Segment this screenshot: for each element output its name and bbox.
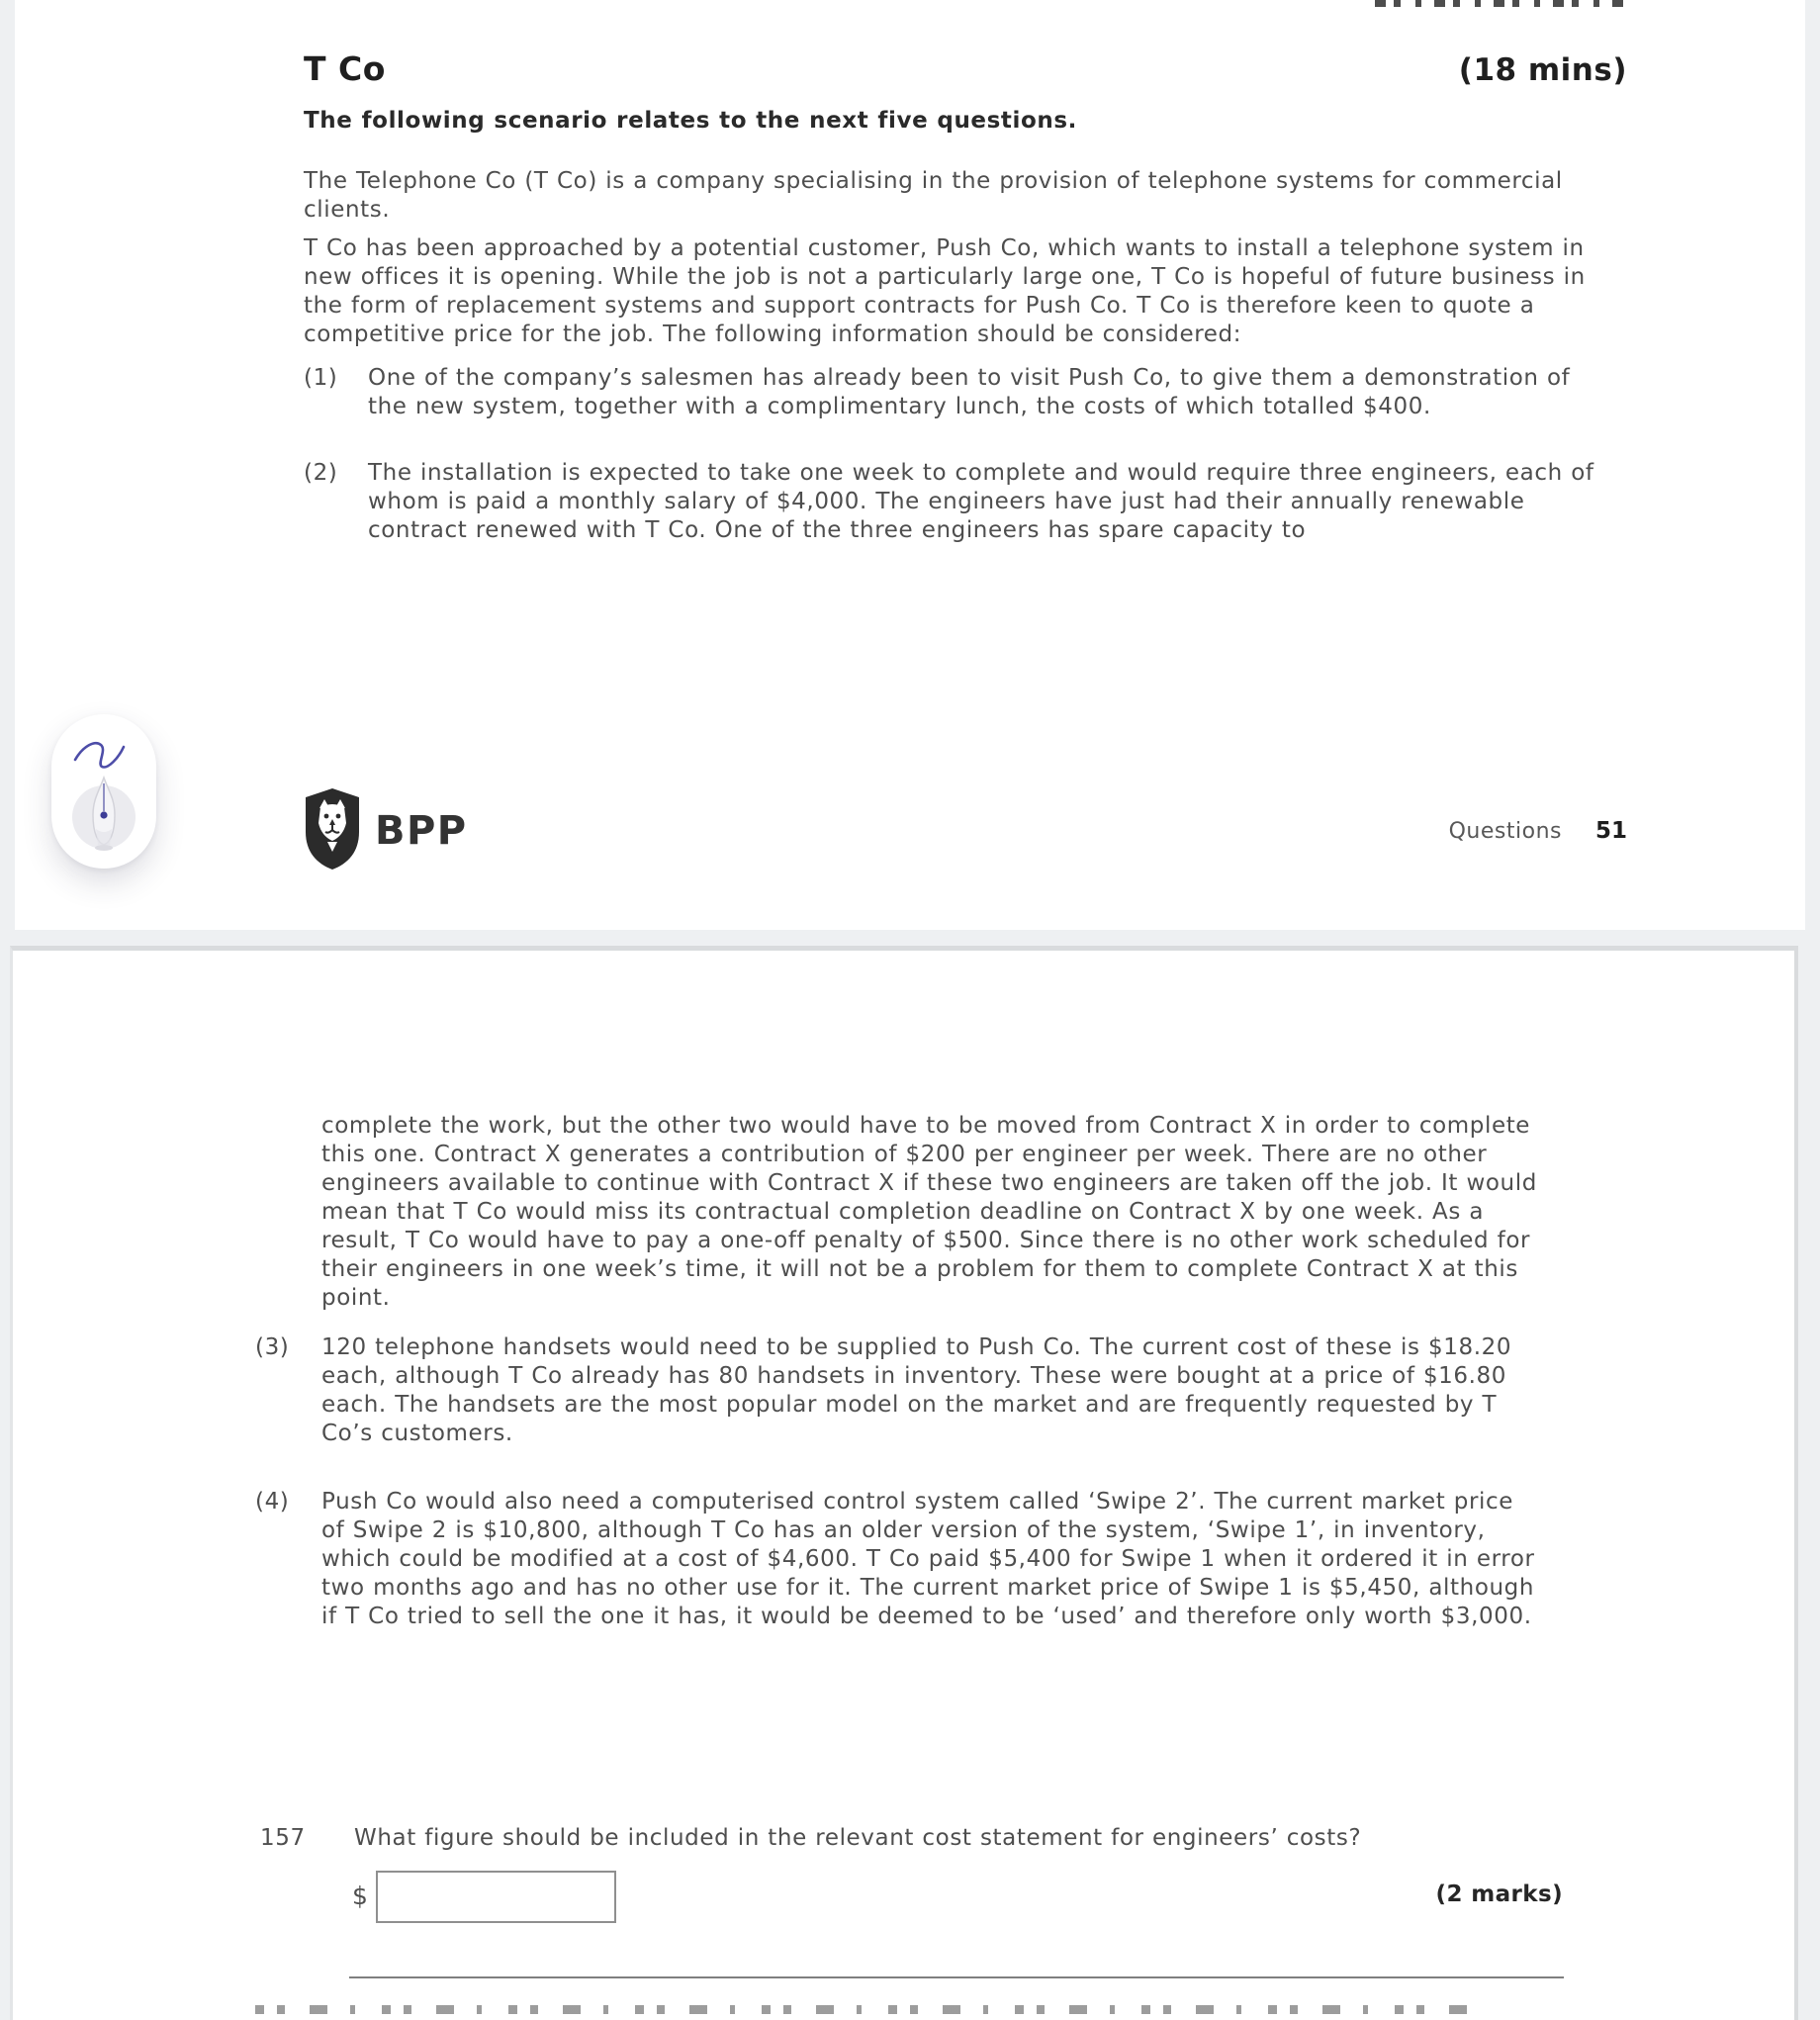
- list-item-text: One of the company’s salesmen has already been to visit Push Co, to give them a demonstration of the new system, together with a complimentary lunch, the costs of which totalled $400.: [368, 365, 1571, 419]
- section-divider: [349, 1976, 1564, 1978]
- footer-section-label: Questions: [1448, 818, 1562, 844]
- bpp-lion-shield-icon: [304, 786, 361, 875]
- list-item-text: 120 telephone handsets would need to be supplied to Push Co. The current cost of these is $18.20 each, although T Co already has 80 handsets in inventory. These were bought at a price of $16.80 each. The handsets are the most popular model on the market and are frequently requested by T Co’s customers.: [321, 1334, 1512, 1446]
- pen-nib-icon: [72, 785, 136, 849]
- scenario-paragraph: T Co has been approached by a potential customer, Push Co, which wants to install a telephone system in new offices it is opening. While the job is not a particularly large one, T Co is hopeful of future business in the form of replacement systems and support contracts for Push Co. T Co is therefore keen to quote a competitive price for the job. The following information should be considered:: [304, 235, 1586, 347]
- question-number: 157: [260, 1825, 306, 1851]
- list-item: [255, 1333, 1546, 1448]
- page-questions-51: [15, 0, 1805, 930]
- scenario-intro: The following scenario relates to the next five questions.: [304, 108, 1077, 134]
- list-item: [255, 1488, 1546, 1631]
- list-item: [304, 459, 1594, 545]
- scenario-paragraph: The Telephone Co (T Co) is a company specialising in the provision of telephone systems for commercial clients.: [304, 168, 1563, 223]
- bpp-logo: [304, 786, 468, 875]
- question-row: [260, 1824, 1566, 1853]
- list-item-text: The installation is expected to take one week to complete and would require three engineers, each of whom is paid a monthly salary of $4,000. The engineers have just had their annually renewable contract renewed with T Co. One of the three engineers has spare capacity to: [368, 460, 1594, 543]
- footer-page-number: 51: [1594, 818, 1627, 844]
- bpp-logo-text: BPP: [375, 808, 468, 854]
- annotation-pen-tool-button[interactable]: [51, 714, 156, 869]
- list-item-marker: (3): [255, 1334, 290, 1360]
- scenario-header: [304, 49, 1627, 88]
- list-item-marker: (4): [255, 1489, 290, 1515]
- clipped-text-fragment: [1375, 0, 1627, 7]
- list-item-marker: (2): [304, 460, 338, 486]
- time-allocation: (18 mins): [1458, 52, 1627, 88]
- currency-symbol: $: [352, 1882, 368, 1910]
- continuation-paragraph: complete the work, but the other two would have to be moved from Contract X in order to complete this one. Contract X generates a contribution of $200 per engineer per week. There are no other engineers available to continue with Contract X if these two engineers are taken off the job. It would mean that T Co would miss its contractual completion deadline on Contract X by one week. As a result, T Co would have to pay a one-off penalty of $500. Since there is no other work scheduled for their engineers in one week’s time, it will not be a problem for them to complete Contract X at this point.: [321, 1113, 1537, 1311]
- question-text: What figure should be included in the relevant cost statement for engineers’ costs?: [354, 1825, 1362, 1851]
- page-questions-52: [10, 946, 1798, 2020]
- list-item-text: Push Co would also need a computerised control system called ‘Swipe 2’. The current market price of Swipe 2 is $10,800, although T Co has an older version of the system, ‘Swipe 1’, in inventory, which could be modified at a cost of $4,600. T Co paid $5,400 for Swipe 1 when it ordered it in error two months ago and has no other use for it. The current market price of Swipe 1 is $5,450, although if T Co tried to sell the one it has, it would be deemed to be ‘used’ and therefore only worth $3,000.: [321, 1489, 1535, 1629]
- answer-input[interactable]: [376, 1871, 616, 1923]
- list-item-marker: (1): [304, 365, 338, 391]
- page-footer: [304, 783, 1627, 878]
- scenario-title: T Co: [304, 49, 386, 88]
- marks-badge: (2 marks): [1435, 1882, 1563, 1907]
- clipped-text-fragment: [255, 2005, 1472, 2014]
- list-item: [304, 364, 1594, 421]
- footer-page-indicator: [1449, 818, 1627, 844]
